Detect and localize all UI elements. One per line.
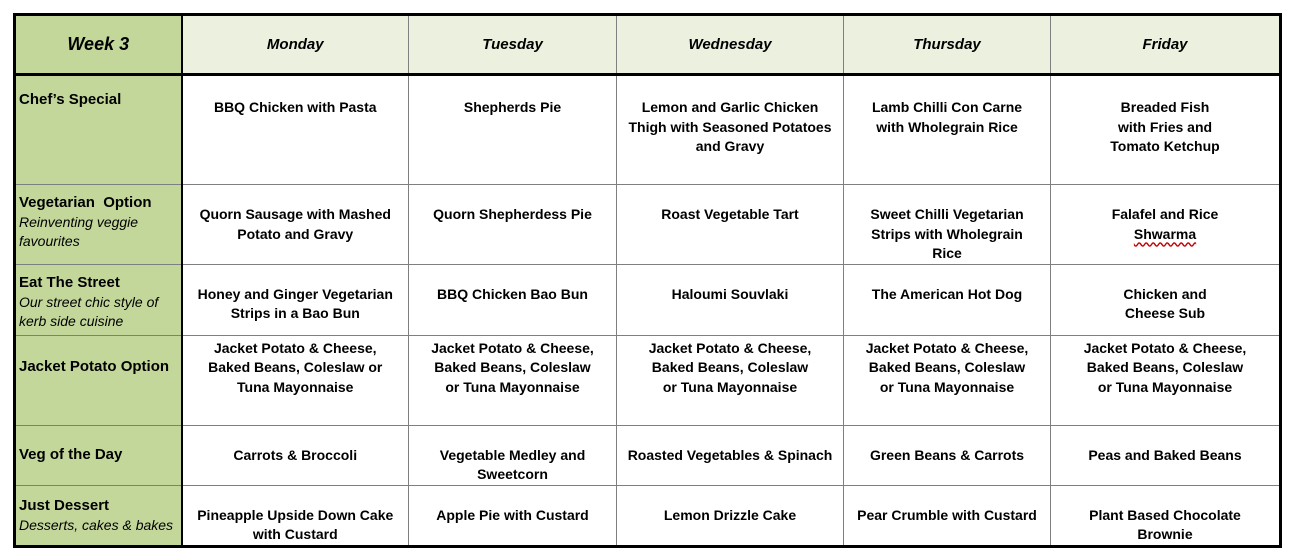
- row-vegetarian-option: [15, 185, 1281, 265]
- meal-cell: Jacket Potato & Cheese, Baked Beans, Coleslaw or Tuna Mayonnaise: [182, 335, 409, 425]
- row-header: [15, 185, 182, 265]
- row-title: Just Dessert: [19, 496, 110, 514]
- meal-cell: [1051, 185, 1281, 265]
- meal-cell: Haloumi Souvlaki: [617, 264, 844, 335]
- row-title: Veg of the Day: [19, 445, 123, 463]
- weekly-menu-table: [13, 13, 1282, 548]
- meal-cell: Lemon and Garlic Chicken Thigh with Seasoned Potatoes and Gravy: [617, 75, 844, 185]
- header-row: [15, 15, 1281, 75]
- meal-cell: Plant Based Chocolate Brownie: [1051, 485, 1281, 546]
- meal-cell: The American Hot Dog: [844, 264, 1051, 335]
- meal-cell: Shepherds Pie: [409, 75, 617, 185]
- row-header: [15, 485, 182, 546]
- day-header-monday: Monday: [182, 15, 409, 75]
- meal-cell: BBQ Chicken with Pasta: [182, 75, 409, 185]
- meal-cell: Pineapple Upside Down Cake with Custard: [182, 485, 409, 546]
- meal-text-spellcheck: Shwarma: [1133, 225, 1197, 242]
- row-just-dessert: [15, 485, 1281, 546]
- row-title: Eat The Street: [19, 273, 120, 291]
- row-subtitle: Desserts, cakes & bakes: [19, 516, 174, 533]
- row-jacket-potato-option: [15, 335, 1281, 425]
- meal-cell: Lamb Chilli Con Carne with Wholegrain Rice: [844, 75, 1051, 185]
- row-header: [15, 264, 182, 335]
- row-title: Jacket Potato Option: [19, 357, 170, 375]
- row-header: [15, 75, 182, 185]
- meal-text: Falafel and Rice: [1111, 206, 1219, 222]
- day-header-thursday: Thursday: [844, 15, 1051, 75]
- row-chefs-special: [15, 75, 1281, 185]
- day-header-friday: Friday: [1051, 15, 1281, 75]
- day-header-tuesday: Tuesday: [409, 15, 617, 75]
- meal-cell: Honey and Ginger Vegetarian Strips in a Bao Bun: [182, 264, 409, 335]
- row-eat-the-street: [15, 264, 1281, 335]
- meal-cell: Green Beans & Carrots: [844, 425, 1051, 485]
- meal-cell: Breaded Fish with Fries and Tomato Ketchup: [1051, 75, 1281, 185]
- meal-cell: Roast Vegetable Tart: [617, 185, 844, 265]
- meal-cell: Jacket Potato & Cheese, Baked Beans, Coleslaw or Tuna Mayonnaise: [1051, 335, 1281, 425]
- row-title: Chef’s Special: [19, 91, 122, 108]
- meal-cell: Peas and Baked Beans: [1051, 425, 1281, 485]
- week-label: Week 3: [15, 15, 182, 75]
- meal-cell: Quorn Shepherdess Pie: [409, 185, 617, 265]
- row-subtitle: Our street chic style of kerb side cuisine: [19, 293, 159, 329]
- row-veg-of-the-day: [15, 425, 1281, 485]
- meal-cell: Jacket Potato & Cheese, Baked Beans, Coleslaw or Tuna Mayonnaise: [617, 335, 844, 425]
- meal-cell: Jacket Potato & Cheese, Baked Beans, Coleslaw or Tuna Mayonnaise: [409, 335, 617, 425]
- meal-cell: Lemon Drizzle Cake: [617, 485, 844, 546]
- meal-cell: Roasted Vegetables & Spinach: [617, 425, 844, 485]
- row-title: Vegetarian Option: [19, 194, 152, 211]
- meal-cell: Jacket Potato & Cheese, Baked Beans, Coleslaw or Tuna Mayonnaise: [844, 335, 1051, 425]
- meal-cell: Pear Crumble with Custard: [844, 485, 1051, 546]
- row-header: [15, 425, 182, 485]
- row-subtitle: Reinventing veggie favourites: [19, 214, 139, 249]
- meal-cell: Apple Pie with Custard: [409, 485, 617, 546]
- meal-cell: Vegetable Medley and Sweetcorn: [409, 425, 617, 485]
- meal-cell: Carrots & Broccoli: [182, 425, 409, 485]
- meal-cell: Chicken and Cheese Sub: [1051, 264, 1281, 335]
- day-header-wednesday: Wednesday: [617, 15, 844, 75]
- meal-cell: Sweet Chilli Vegetarian Strips with Wholegrain Rice: [844, 185, 1051, 265]
- meal-cell: BBQ Chicken Bao Bun: [409, 264, 617, 335]
- meal-cell: Quorn Sausage with Mashed Potato and Gravy: [182, 185, 409, 265]
- row-header: [15, 335, 182, 425]
